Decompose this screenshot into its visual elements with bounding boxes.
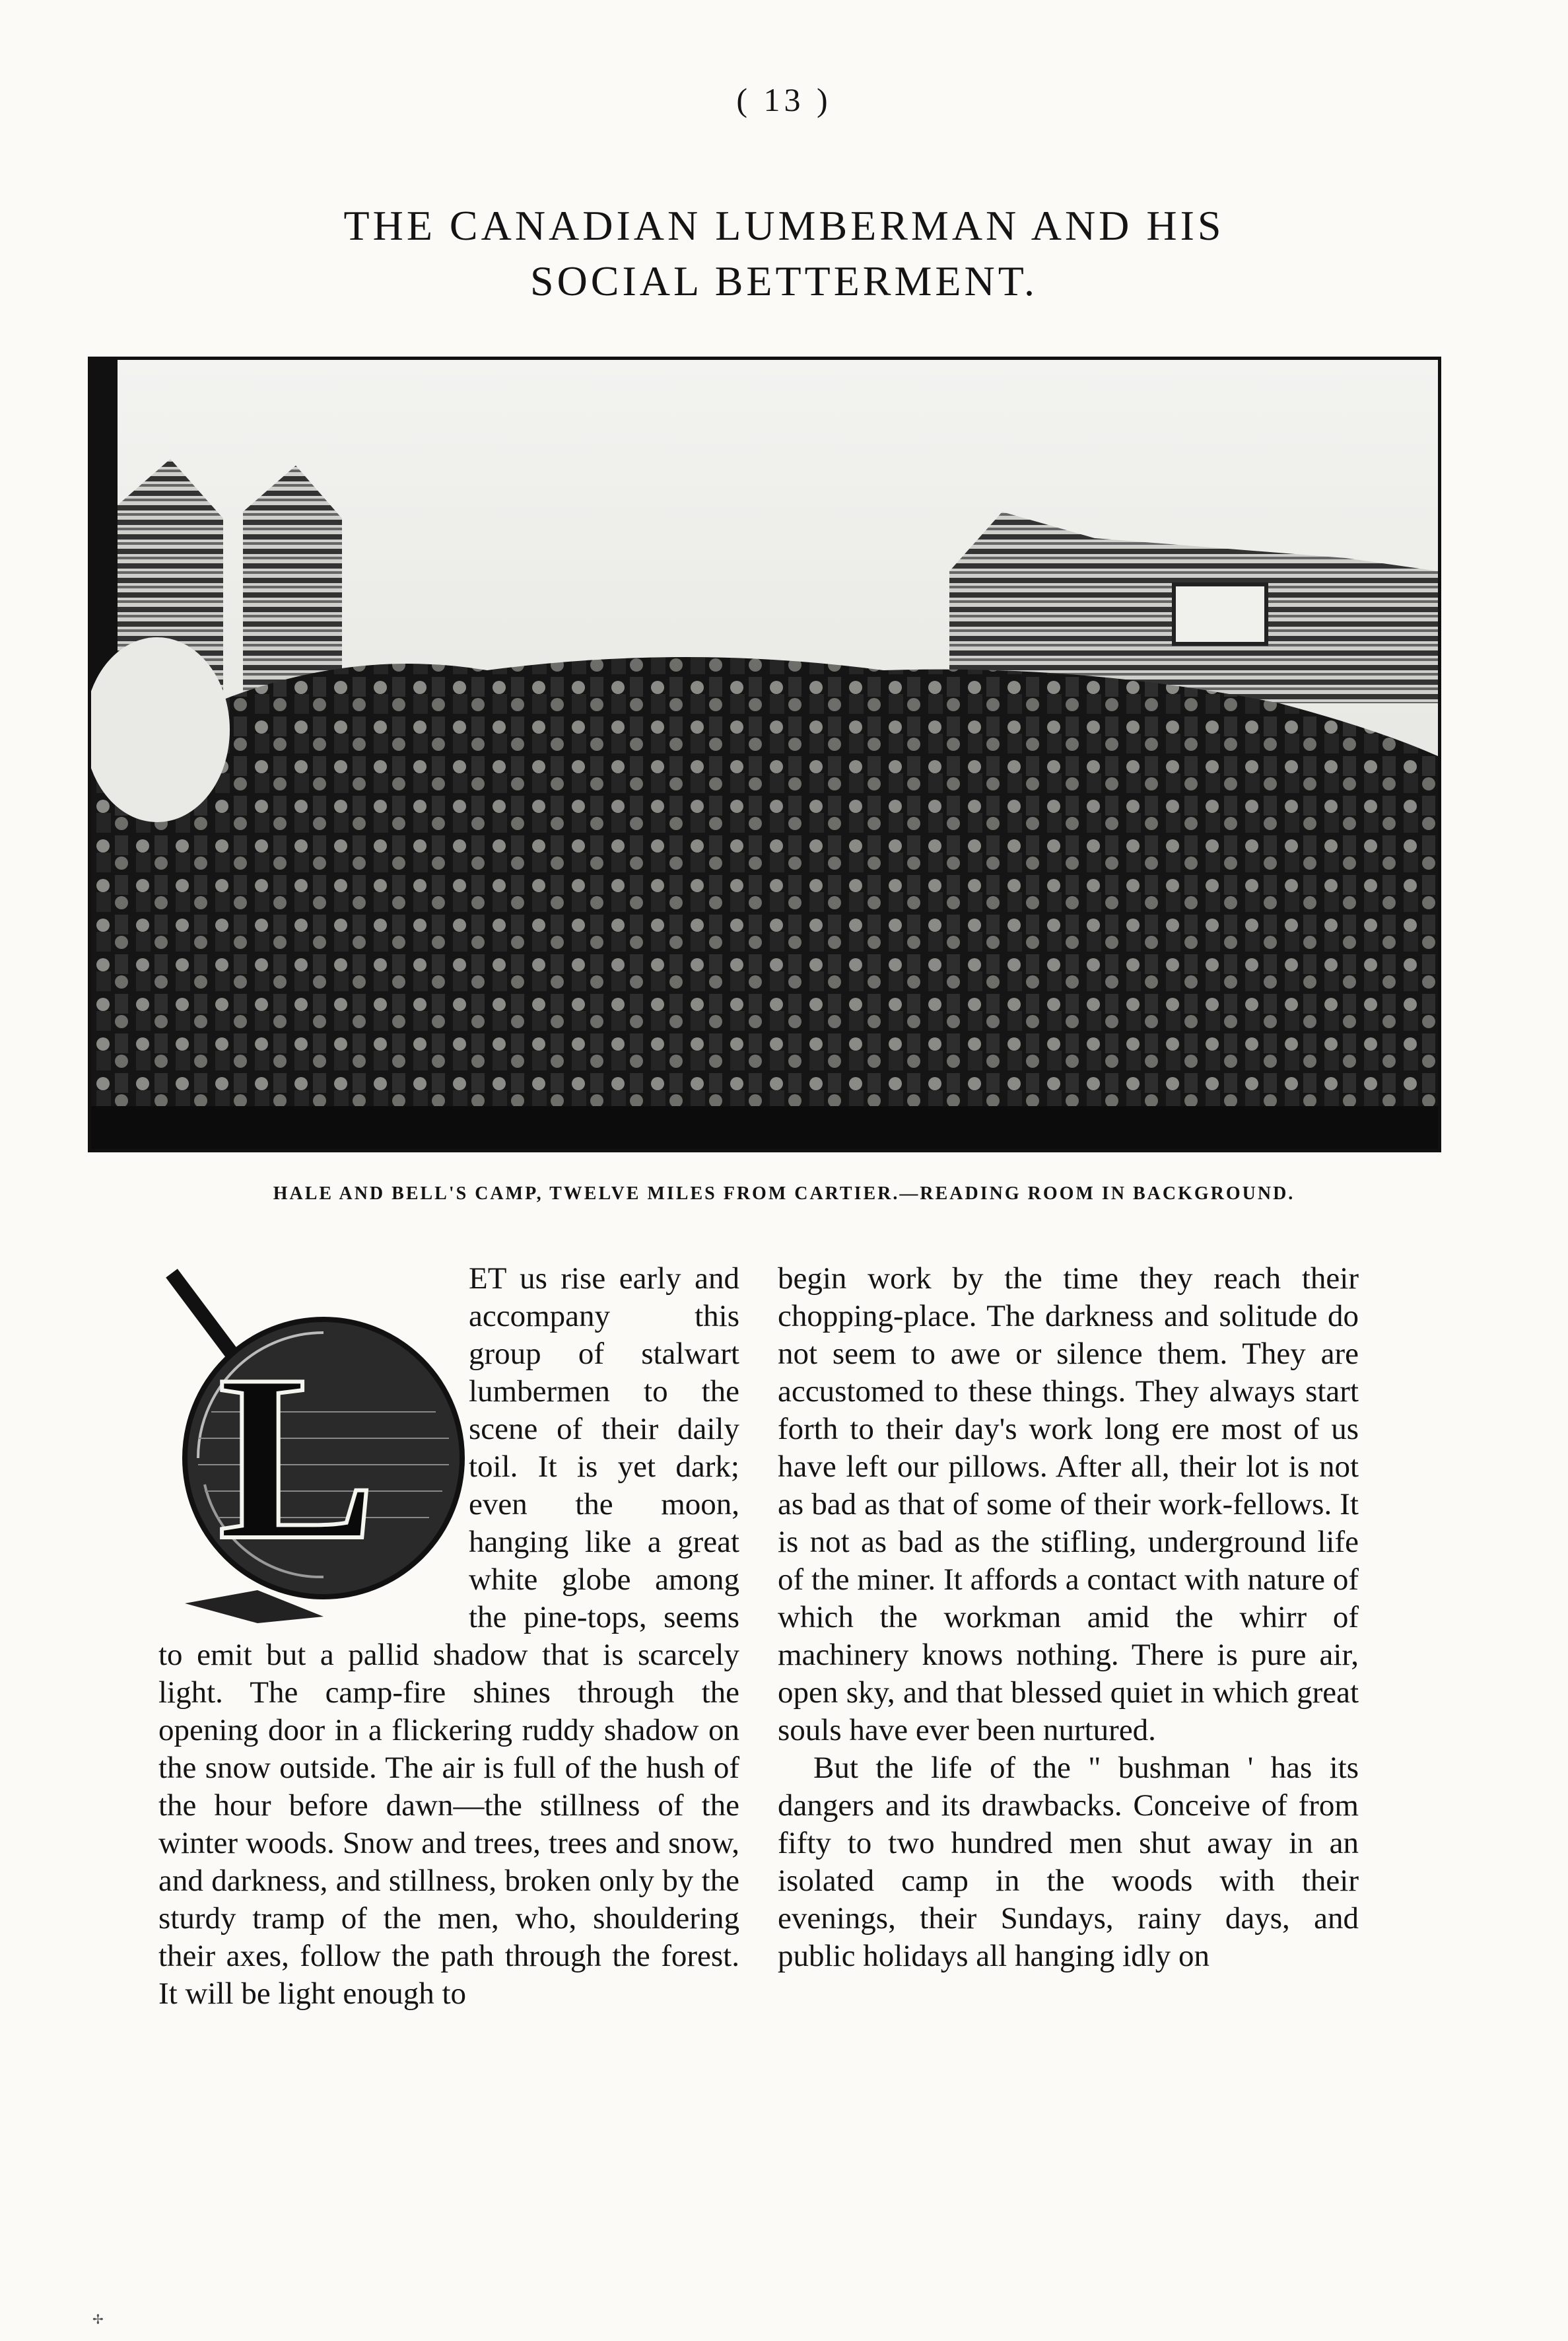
initial-ornament-icon	[158, 1260, 469, 1636]
decorative-initial	[158, 1260, 469, 1636]
paragraph-3: But the life of the " bushman ' has its dangers and its drawbacks. Conceive of from fifty to two hundred men shut away in an isolated camp in the woods with their evenings, their Sundays, rainy days, and public holidays all hanging idly on	[778, 1751, 1359, 1973]
page-number: ( 13 )	[736, 81, 832, 118]
article-title	[0, 198, 1568, 309]
paragraph-2: begin work by the time they reach their chopping-place. The darkness and solitude do not seem to awe or silence them. They are accustomed to these things. They always start forth to their day's work long ere most of us have left our pillows. After all, their lot is not as bad as that of some of their work-fellows. It is not as bad as the stifling, underground life of the miner. It affords a contact with nature of which the workman amid the whirr of machinery knows nothing. There is pure air, open sky, and that blessed quiet in which great souls have ever been nurtured.	[778, 1261, 1359, 1747]
paragraph-1: ET us rise early and accompany this group of stalwart lumbermen to the scene of their daily toil. It is yet dark; even the moon, hanging like a great white globe among the pine-tops, seems to emit but a pallid shadow that is scarcely light. The camp-fire shines through the opening door in a flickering ruddy shadow on the snow outside. The air is full of the hush of the hour before dawn—the stillness of the winter woods. Snow and trees, trees and snow, and darkness, and stillness, broken only by the sturdy tramp of the men, who, shouldering their axes, follow the path through the forest. It will be light enough to	[158, 1261, 739, 2011]
initial-letter: L	[217, 1325, 377, 1589]
left-column	[158, 1260, 739, 2013]
title-line-2: SOCIAL BETTERMENT.	[529, 258, 1039, 304]
title-line-1: THE CANADIAN LUMBERMAN AND HIS	[343, 202, 1225, 249]
camp-photograph-image	[91, 360, 1438, 1149]
right-column	[778, 1260, 1359, 1975]
printer-ornament: ✢	[92, 2313, 104, 2327]
photo-caption: HALE AND BELL'S CAMP, TWELVE MILES FROM CARTIER.—READING ROOM IN BACKGROUND.	[273, 1183, 1295, 1204]
camp-photograph	[88, 357, 1441, 1152]
